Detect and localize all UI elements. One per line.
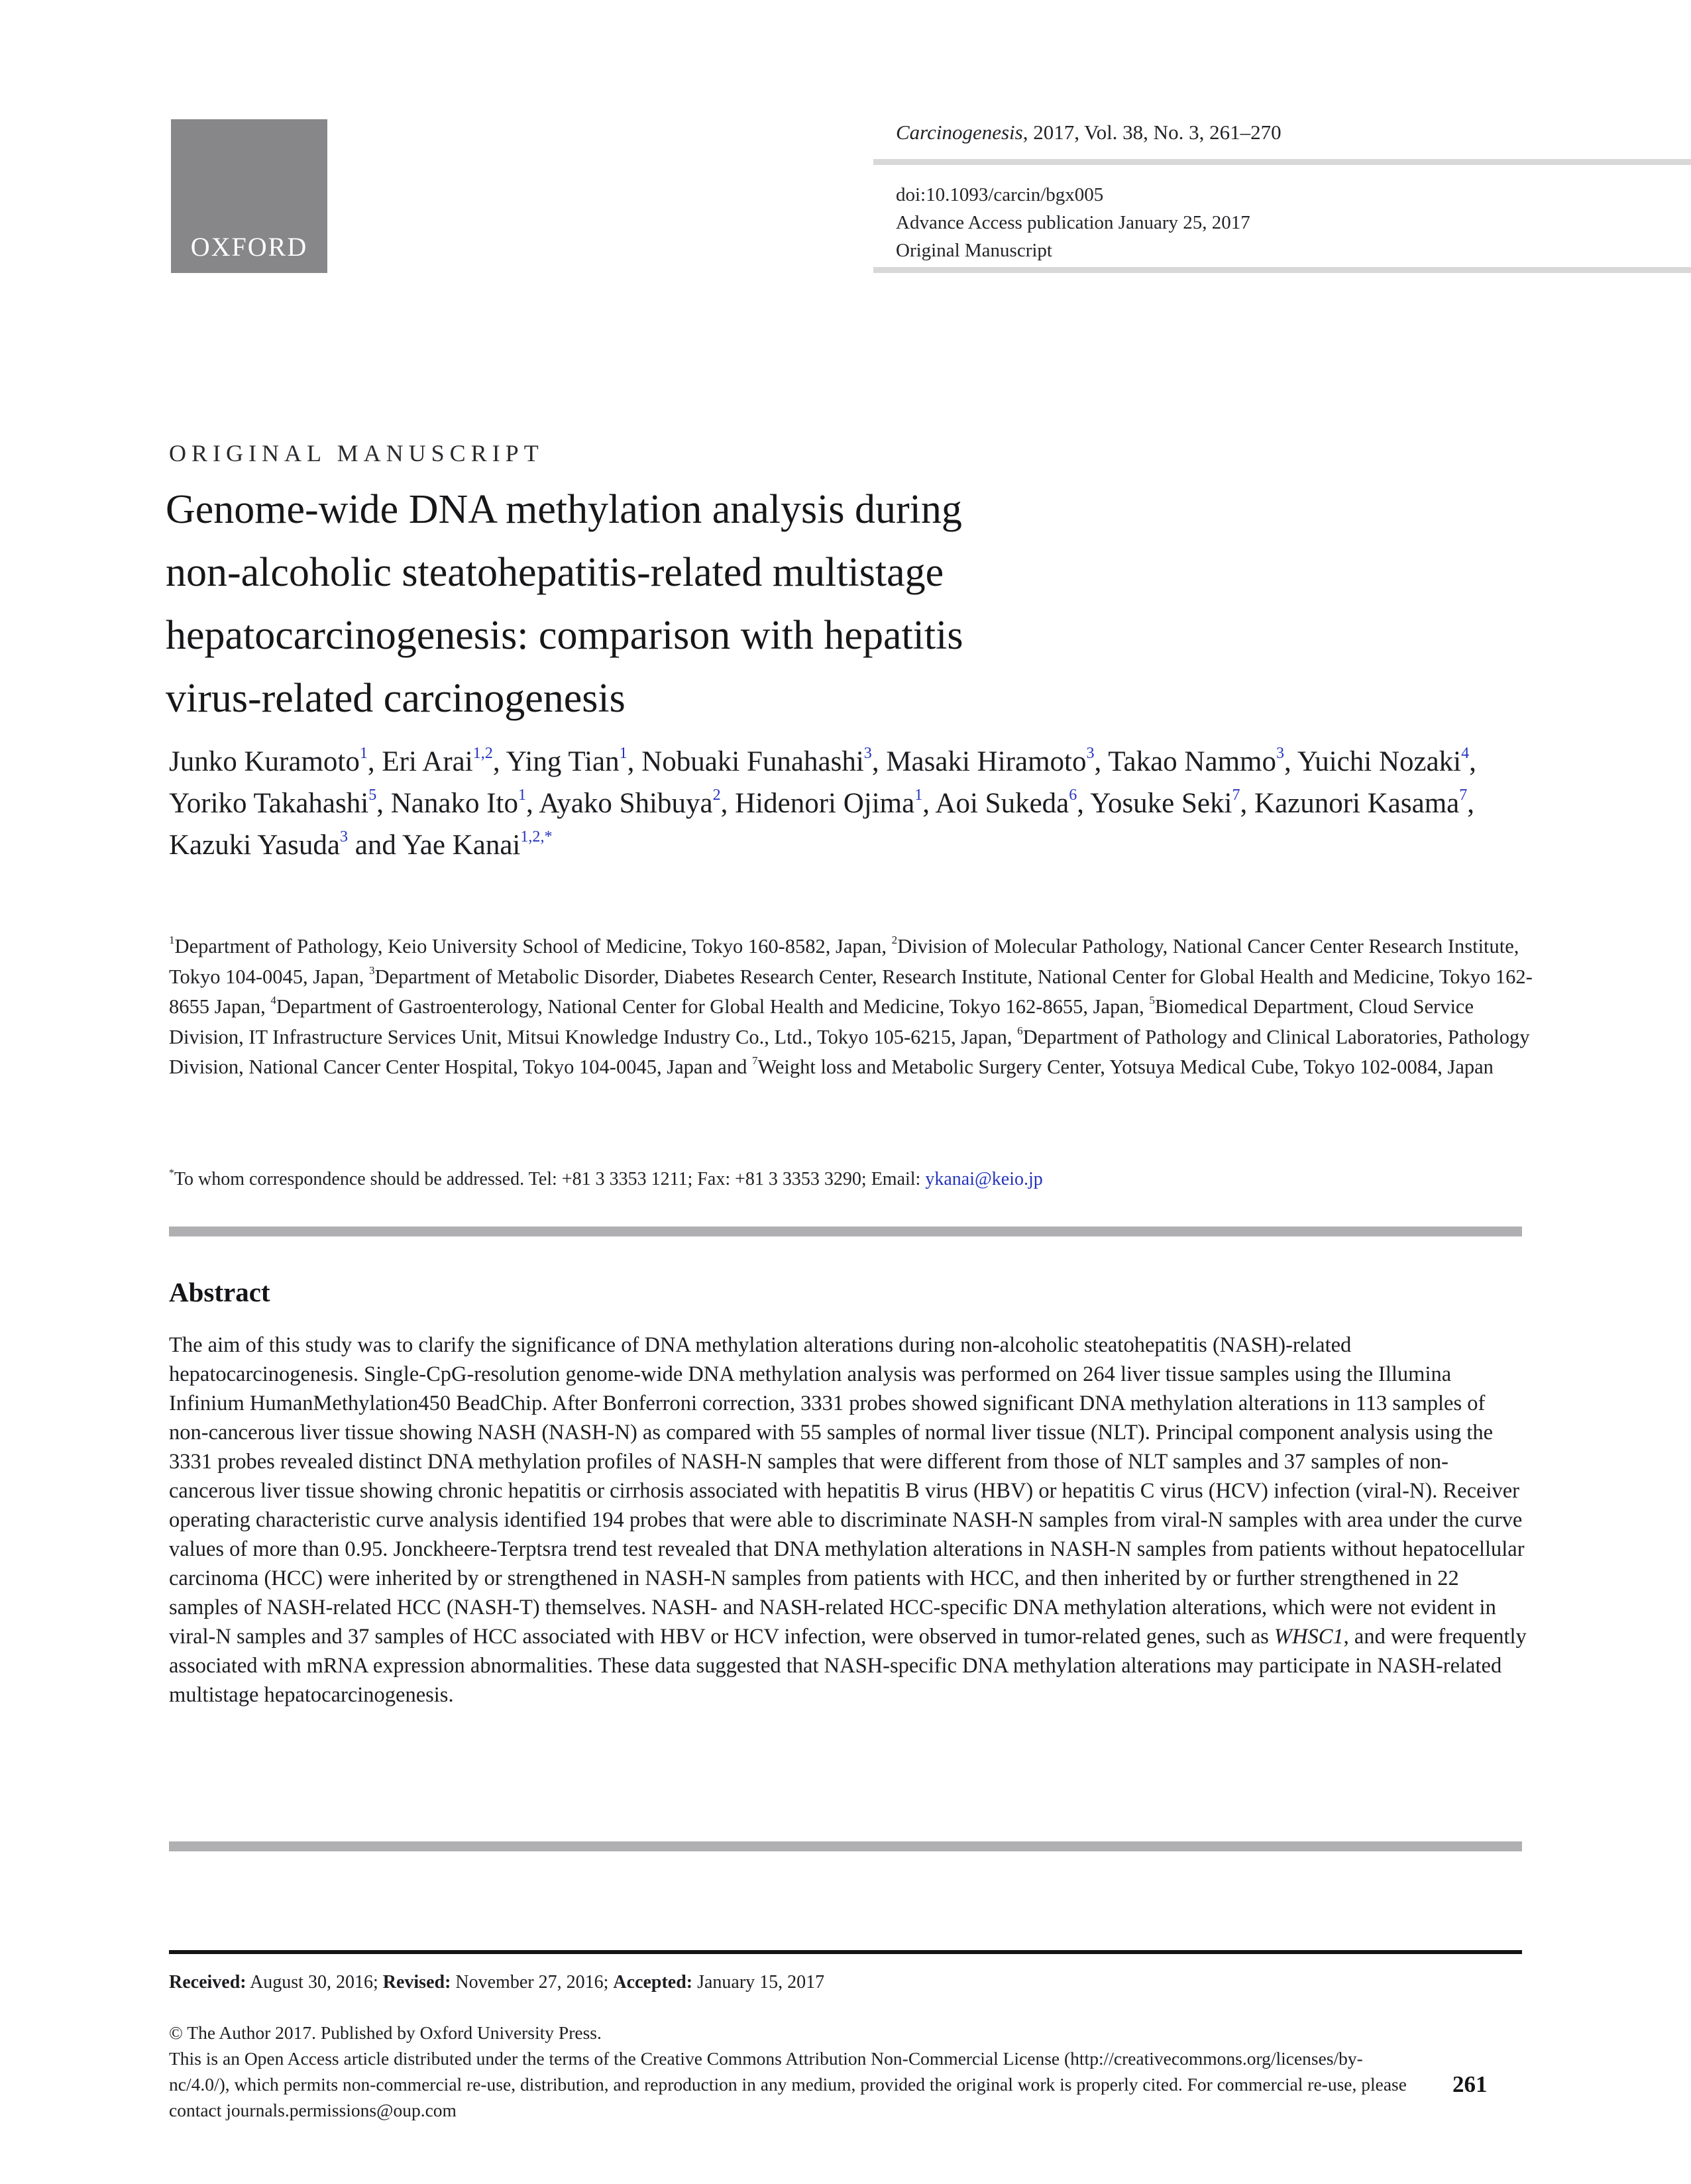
author-name: Yuichi Nozaki — [1297, 746, 1462, 777]
footer-rule — [169, 1950, 1522, 1954]
author — [526, 788, 721, 819]
copyright-line: © The Author 2017. Published by Oxford University Press. — [169, 2022, 602, 2043]
affiliation-number: 4 — [270, 994, 276, 1007]
affiliation-number: 6 — [1017, 1024, 1023, 1037]
author-list — [169, 741, 1544, 866]
date-label: Accepted: — [613, 1972, 693, 1993]
author-name: Kazuki Yasuda — [169, 830, 340, 861]
author-separator: , — [1077, 788, 1091, 819]
author-separator: , — [720, 788, 736, 819]
title-line: hepatocarcinogenesis: comparison with hepatitis — [166, 613, 963, 658]
author-name: Masaki Hiramoto — [886, 746, 1087, 777]
license-text: This is an Open Access article distributed under the terms of the Creative Commons Attribution Non-Commercial License (http://creativecommons.org/licenses/by-nc/4.0/), which permits non-commercial re-use, distribution, and reproduction in any medium, provided the original work is properly cited. For commercial re-use, please contact journals.permissions@oup.com — [169, 2048, 1407, 2120]
date-value: January 15, 2017 — [692, 1972, 825, 1993]
author-separator: , — [1469, 746, 1476, 777]
affiliation-number: 7 — [751, 1054, 758, 1067]
author-superscript: 1,2,* — [520, 828, 553, 846]
section-eyebrow: ORIGINAL MANUSCRIPT — [169, 440, 544, 466]
author-name: Junko Kuramoto — [169, 746, 360, 777]
date-label: Revised: — [382, 1972, 451, 1993]
author-name: Kazunori Kasama — [1254, 788, 1460, 819]
author-name: Aoi Sukeda — [935, 788, 1069, 819]
header-divider-bottom — [873, 267, 1691, 273]
title-line: non-alcoholic steatohepatitis-related multistage — [166, 550, 944, 595]
author-superscript: 3 — [339, 828, 349, 846]
author-name: Yae Kanai — [402, 830, 521, 861]
author-superscript: 7 — [1459, 787, 1468, 804]
abstract-text: , and were frequently associated with mRNA expression abnormalities. These data suggested that NASH-specific DNA methylation alterations may participate in NASH-related multistage hepatocarcinogenesis. — [169, 1625, 1527, 1707]
author-name: Yosuke Seki — [1090, 788, 1232, 819]
author-superscript: 6 — [1069, 787, 1077, 804]
date-label: Received: — [169, 1972, 246, 1993]
author-separator: , — [492, 746, 506, 777]
author-name: Ayako Shibuya — [539, 788, 713, 819]
author-separator: , — [367, 746, 382, 777]
affiliation-number: 3 — [368, 963, 375, 977]
affiliation-text: Division of Molecular Pathology, National Cancer Center Research Institute, Tokyo 104-0045, Japan, — [169, 935, 1519, 988]
author-superscript: 3 — [863, 745, 872, 763]
publication-info — [896, 181, 1250, 264]
author-name: Eri Arai — [382, 746, 473, 777]
author — [721, 788, 923, 819]
author-name: Yoriko Takahashi — [169, 788, 369, 819]
affiliation-text: Department of Gastroenterology, National Center for Global Health and Medicine, Tokyo 162-8655, Japan, — [276, 995, 1150, 1018]
author-separator: , — [1094, 746, 1109, 777]
author-separator: , — [922, 788, 936, 819]
author — [627, 746, 872, 777]
author — [1095, 746, 1285, 777]
manuscript-dates — [169, 1972, 824, 1993]
author-superscript: 7 — [1232, 787, 1240, 804]
author-superscript: 2 — [712, 787, 721, 804]
affiliation-text: Department of Pathology, Keio University School of Medicine, Tokyo 160-8582, Japan, — [174, 935, 892, 957]
advance-access-text: Advance Access publication January 25, 2017 — [896, 212, 1250, 233]
author-superscript: 3 — [1276, 745, 1285, 763]
affiliation-text: Department of Pathology and Clinical Laboratories, Pathology Division, National Cancer Center Hospital, Tokyo 104-0045, Japan and — [169, 1025, 1530, 1078]
author-superscript: 1 — [359, 745, 368, 763]
author-superscript: 3 — [1086, 745, 1095, 763]
author-separator: and — [348, 830, 403, 861]
abstract-divider-bottom — [169, 1841, 1522, 1851]
title-line: virus-related carcinogenesis — [166, 676, 626, 721]
author-separator: , — [1240, 788, 1255, 819]
author-superscript: 1,2 — [472, 745, 493, 763]
author-name: Takao Nammo — [1108, 746, 1276, 777]
title-line: Genome-wide DNA methylation analysis during — [166, 487, 962, 532]
author — [376, 788, 526, 819]
author-superscript: 5 — [368, 787, 377, 804]
author — [1240, 788, 1468, 819]
author-separator: , — [526, 788, 539, 819]
affiliation-number: 5 — [1149, 994, 1155, 1007]
oxford-logo — [171, 119, 327, 273]
article-title — [166, 478, 1332, 730]
oxford-logo-text: OXFORD — [190, 232, 308, 262]
author — [1284, 746, 1469, 777]
author — [348, 830, 553, 861]
affiliation-number: 2 — [891, 934, 898, 947]
author-name: Ying Tian — [506, 746, 620, 777]
author-separator: , — [627, 746, 642, 777]
article-type: Original Manuscript — [896, 240, 1052, 261]
correspondence-email-link[interactable]: ykanai@keio.jp — [925, 1169, 1043, 1189]
journal-name: Carcinogenesis — [896, 121, 1023, 144]
author-separator: , — [1467, 788, 1475, 819]
abstract-heading: Abstract — [169, 1277, 270, 1307]
correspondence-text: To whom correspondence should be addressed. Tel: +81 3 3353 1211; Fax: +81 3 3353 3290; Email: — [174, 1169, 926, 1189]
affiliation-text: Weight loss and Metabolic Surgery Center, Yotsuya Medical Cube, Tokyo 102-0084, Japan — [757, 1056, 1494, 1078]
abstract-body — [169, 1331, 1529, 1710]
author-name: Hidenori Ojima — [735, 788, 915, 819]
license-block — [169, 2020, 1421, 2123]
author-superscript: 1 — [619, 745, 627, 763]
page-number: 261 — [1452, 2071, 1488, 2097]
affiliation-text: Biomedical Department, Cloud Service Division, IT Infrastructure Services Unit, Mitsui Knowledge Industry Co., Ltd., Tokyo 105-6215, Japan, — [169, 995, 1474, 1048]
correspondence-star: * — [169, 1168, 174, 1179]
journal-citation-rest: , 2017, Vol. 38, No. 3, 261–270 — [1022, 121, 1282, 144]
doi-text: doi:10.1093/carcin/bgx005 — [896, 184, 1104, 205]
date-value: November 27, 2016; — [451, 1972, 614, 1993]
author — [493, 746, 627, 777]
author — [872, 746, 1095, 777]
abstract-text: The aim of this study was to clarify the significance of DNA methylation alterations during non-alcoholic steatohepatitis (NASH)-related hepatocarcinogenesis. Single-CpG-resolution genome-wide DNA methylation analysis was performed on 264 liver tissue samples using the Illumina Infinium HumanMethylation450 BeadChip. After Bonferroni correction, 3331 probes showed significant DNA methylation alterations in 113 samples of non-cancerous liver tissue showing NASH (NASH-N) as compared with 55 samples of normal liver tissue (NLT). Principal component analysis using the 3331 probes revealed distinct DNA methylation profiles of NASH-N samples that were different from those of NLT samples and 37 samples of non-cancerous liver tissue showing chronic hepatitis or cirrhosis associated with hepatitis B virus (HBV) or hepatitis C virus (HCV) infection (viral-N). Receiver operating characteristic curve analysis identified 194 probes that were able to discriminate NASH-N samples from viral-N samples with area under the curve values of more than 0.95. Jonckheere-Terptsra trend test revealed that DNA methylation alterations in NASH-N samples from patients without hepatocellular carcinoma (HCC) were inherited by or strengthened in NASH-N samples from patients with HCC, and then inherited by or further strengthened in 22 samples of NASH-related HCC (NASH-T) themselves. NASH- and NASH-related HCC-specific DNA methylation alterations, which were not evident in viral-N samples and 37 samples of HCC associated with HBV or HCV infection, were observed in tumor-related genes, such as — [169, 1333, 1525, 1649]
affiliation-number: 1 — [169, 934, 175, 947]
author-superscript: 1 — [518, 787, 527, 804]
affiliations — [169, 932, 1546, 1083]
author — [922, 788, 1077, 819]
gene-name-italic: WHSC1 — [1274, 1625, 1344, 1649]
author — [1077, 788, 1240, 819]
author-separator: , — [376, 788, 391, 819]
affiliation-text: Department of Metabolic Disorder, Diabetes Research Center, Research Institute, National Center for Global Health and Medicine, Tokyo 162-8655 Japan, — [169, 965, 1533, 1018]
date-value: August 30, 2016; — [246, 1972, 383, 1993]
abstract-divider-top — [169, 1227, 1522, 1236]
header-divider-top — [873, 159, 1691, 165]
correspondence-note — [169, 1169, 1546, 1190]
author-superscript: 1 — [914, 787, 923, 804]
author-superscript: 4 — [1461, 745, 1470, 763]
author-separator: , — [1284, 746, 1297, 777]
journal-citation — [896, 121, 1282, 144]
author-separator: , — [871, 746, 887, 777]
author-name: Nobuaki Funahashi — [641, 746, 864, 777]
author-name: Nanako Ito — [390, 788, 518, 819]
author — [368, 746, 493, 777]
author — [169, 746, 368, 777]
